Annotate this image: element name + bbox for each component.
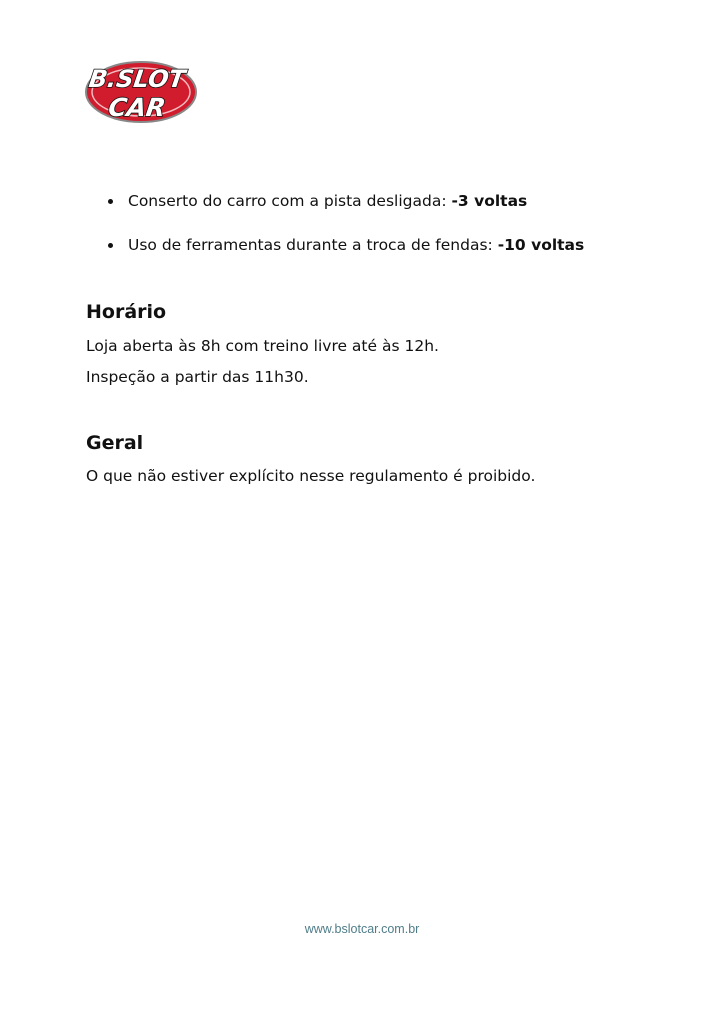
footer-url: www.bslotcar.com.br [304, 922, 420, 936]
penalty-text: Conserto do carro com a pista desligada: [128, 192, 452, 210]
bslotcar-logo [84, 58, 198, 124]
horario-line-2: Inspeção a partir das 11h30. [86, 368, 309, 386]
list-item [106, 190, 584, 212]
penalty-value: -10 voltas [497, 236, 585, 254]
geral-line-1: O que não estiver explícito nesse regulamento é proibido. [86, 467, 536, 485]
penalty-list [106, 190, 584, 278]
logo-text-line2: CAR [106, 93, 168, 122]
section-title-geral: Geral [86, 432, 144, 454]
horario-line-1: Loja aberta às 8h com treino livre até às 12h. [86, 337, 439, 355]
penalty-value: -3 voltas [451, 192, 528, 210]
bullet-icon [108, 199, 113, 204]
bullet-icon [108, 243, 113, 248]
section-title-horario: Horário [86, 301, 167, 323]
list-item [106, 234, 584, 256]
penalty-text: Uso de ferramentas durante a troca de fendas: [128, 236, 498, 254]
logo-text-line1: B.SLOT [87, 65, 187, 93]
